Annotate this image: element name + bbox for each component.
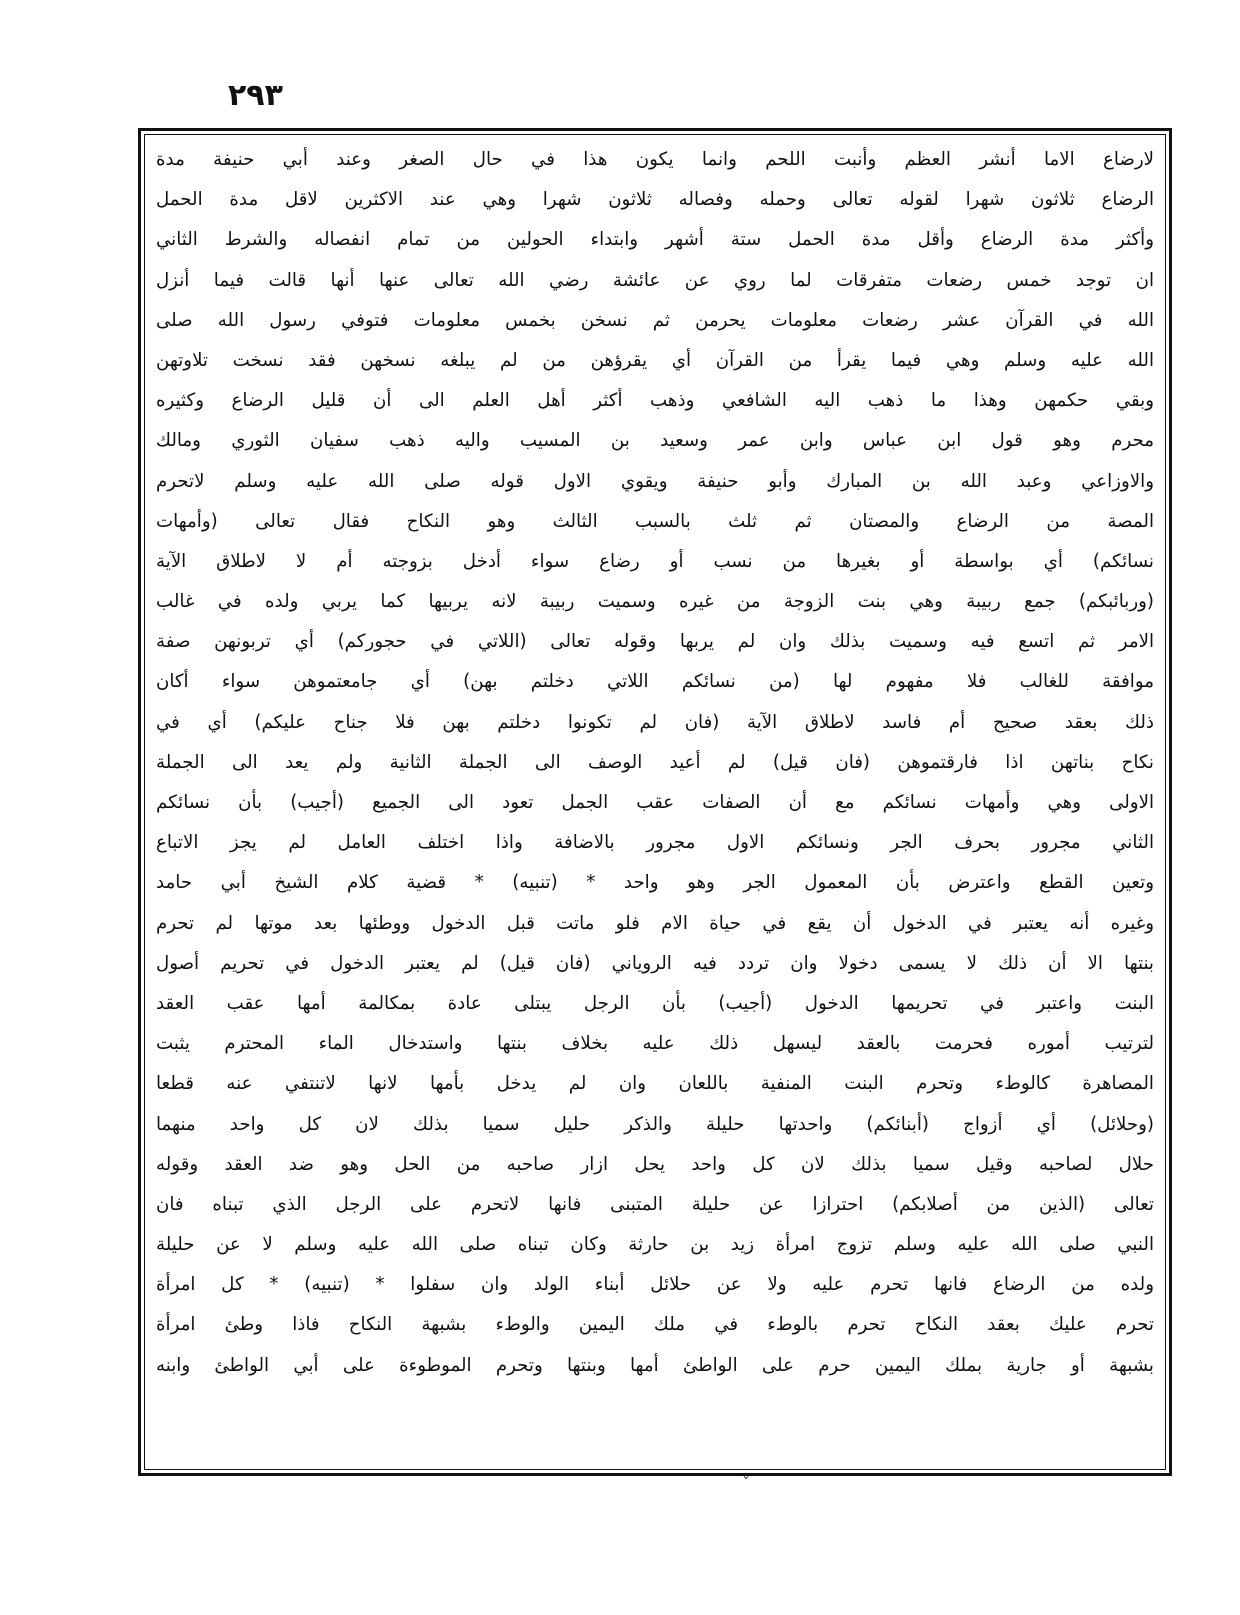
text-line: محرم وهو قول ابن عباس وابن عمر وسعيد بن المسيب واليه ذهب سفيان الثوري ومالك: [156, 430, 1154, 452]
text-line: وتعين القطع واعترض بأن المعمول الجر وهو واحد * (تنبيه) * قضية كلام الشيخ أبي حامد: [156, 872, 1154, 894]
text-line: النبي صلى الله عليه وسلم تزوج امرأة زيد بن حارثة وكان تبناه صلى الله عليه وسلم لا عن حليلة: [156, 1234, 1154, 1256]
text-line: وغيره أنه يعتبر في الدخول أن يقع في حياة الام فلو ماتت قبل الدخول ووطئها بعد موتها لم تحرم: [156, 912, 1154, 934]
text-line: لارضاع الاما أنشر العظم وأنبت اللحم وانما يكون هذا في حال الصغر وعند أبي حنيفة مدة: [156, 149, 1154, 170]
text-line: لترتيب أموره فحرمت بالعقد ليسهل ذلك عليه بخلاف بنتها واستدخال الماء المحترم يثبت: [156, 1033, 1154, 1055]
text-line: المصة من الرضاع والمصتان ثم ثلث بالسبب الثالث وهو النكاح فقال تعالى (وأمهات: [156, 510, 1154, 532]
text-line: ذلك بعقد صحيح أم فاسد لاطلاق الآية (فان لم تكونوا دخلتم بهن فلا جناح عليكم) أي في: [156, 711, 1154, 733]
text-line: الاولى وهي وأمهات نسائكم مع أن الصفات عقب الجمل تعود الى الجميع (أجيب) بأن نسائكم: [156, 792, 1154, 813]
text-line: تعالى (الذين من أصلابكم) احترازا عن حليلة المتبنى فانها لاتحرم على الرجل الذي تبناه فان: [156, 1193, 1154, 1215]
text-line: ان توجد خمس رضعات متفرقات لما روي عن عائشة رضي الله تعالى عنها أنها قالت فيما أنزل: [156, 269, 1154, 291]
text-line: والاوزاعي وعبد الله بن المبارك وأبو حنيفة ويقوي الاول قوله صلى الله عليه وسلم لاتحرم: [156, 470, 1154, 492]
text-line: (وحلائل) أي أزواج (أبنائكم) واحدتها حليلة والذكر حليل سميا بذلك لان كل واحد منهما: [156, 1113, 1154, 1135]
text-line: الثاني مجرور بحرف الجر ونسائكم الاول مجرور بالاضافة واذا اختلف العامل لم يجز الاتباع: [156, 832, 1154, 854]
text-line: ولده من الرضاع فانها تحرم عليه ولا عن حلائل أبناء الولد وان سفلوا * (تنبيه) * كل امرأة: [156, 1274, 1154, 1296]
text-line: وبقي حكمهن وهذا ما ذهب اليه الشافعي وذهب أكثر أهل العلم الى أن قليل الرضاع وكثيره: [156, 390, 1154, 412]
text-line: البنت واعتبر في تحريمها الدخول (أجيب) بأن الرجل يبتلى عادة بمكالمة أمها عقب العقد: [156, 992, 1154, 1014]
text-line: بنتها الا أن ذلك لا يسمى دخولا وان تردد فيه الروياني (فان قيل) لم يعتبر الدخول في تحريم أصول: [156, 952, 1154, 974]
page-number: ٢٩٣: [228, 78, 283, 113]
text-line: المصاهرة كالوطء وتحرم البنت المنفية باللعان وان لم يدخل بأمها لانها لاتنتفي عنه قطعا: [156, 1073, 1154, 1095]
text-line: بشبهة أو جارية بملك اليمين حرم على الواطئ أمها وبنتها وتحرم الموطوءة على أبي الواطئ وابنه: [156, 1354, 1154, 1376]
text-line: الله في القرآن عشر رضعات معلومات يحرمن ثم نسخن بخمس معلومات فتوفي رسول الله صلى: [156, 309, 1154, 331]
text-line: تحرم عليك بعقد النكاح تحرم بالوطء في ملك اليمين والوطء بشبهة النكاح فاذا وطئ امرأة: [156, 1314, 1154, 1336]
text-line: نكاح بناتهن اذا فارقتموهن (فان قيل) لم أعيد الوصف الى الجملة الثانية ولم يعد الى الجملة: [156, 751, 1154, 773]
bottom-mark: ˇ: [742, 1474, 750, 1493]
text-line: حلال لصاحبه وقيل سميا بذلك لان كل واحد يحل ازار صاحبه من الحل وهو ضد العقد وقوله: [156, 1153, 1154, 1175]
text-line: وأكثر مدة الرضاع وأقل مدة الحمل ستة أشهر وابتداء الحولين من تمام انفصاله والشرط الثاني: [156, 229, 1154, 251]
manuscript-text-block: [156, 140, 1154, 1468]
text-line: الله عليه وسلم وهي فيما يقرأ من القرآن أي يقرؤهن من لم يبلغه نسخهن فقد نسخت تلاوتهن: [156, 349, 1154, 371]
text-line: (وربائبكم) جمع ربيبة وهي بنت الزوجة من غيره وسميت ربيبة لانه يربيها كما يربي ولده في غالب: [156, 591, 1154, 613]
text-line: موافقة للغالب فلا مفهوم لها (من نسائكم اللاتي دخلتم بهن) أي جامعتموهن سواء أكان: [156, 671, 1154, 693]
text-line: الرضاع ثلاثون شهرا لقوله تعالى وحمله وفصاله ثلاثون شهرا وهي عند الاكثرين لاقل مدة الحمل: [156, 189, 1154, 211]
text-line: نسائكم) أي بواسطة أو بغيرها من نسب أو رضاع سواء أدخل بزوجته أم لا لاطلاق الآية: [156, 550, 1154, 572]
text-line: الامر ثم اتسع فيه وسميت بذلك وان لم يربها وقوله تعالى (اللاتي في حجوركم) أي تربونهن صفة: [156, 631, 1154, 653]
